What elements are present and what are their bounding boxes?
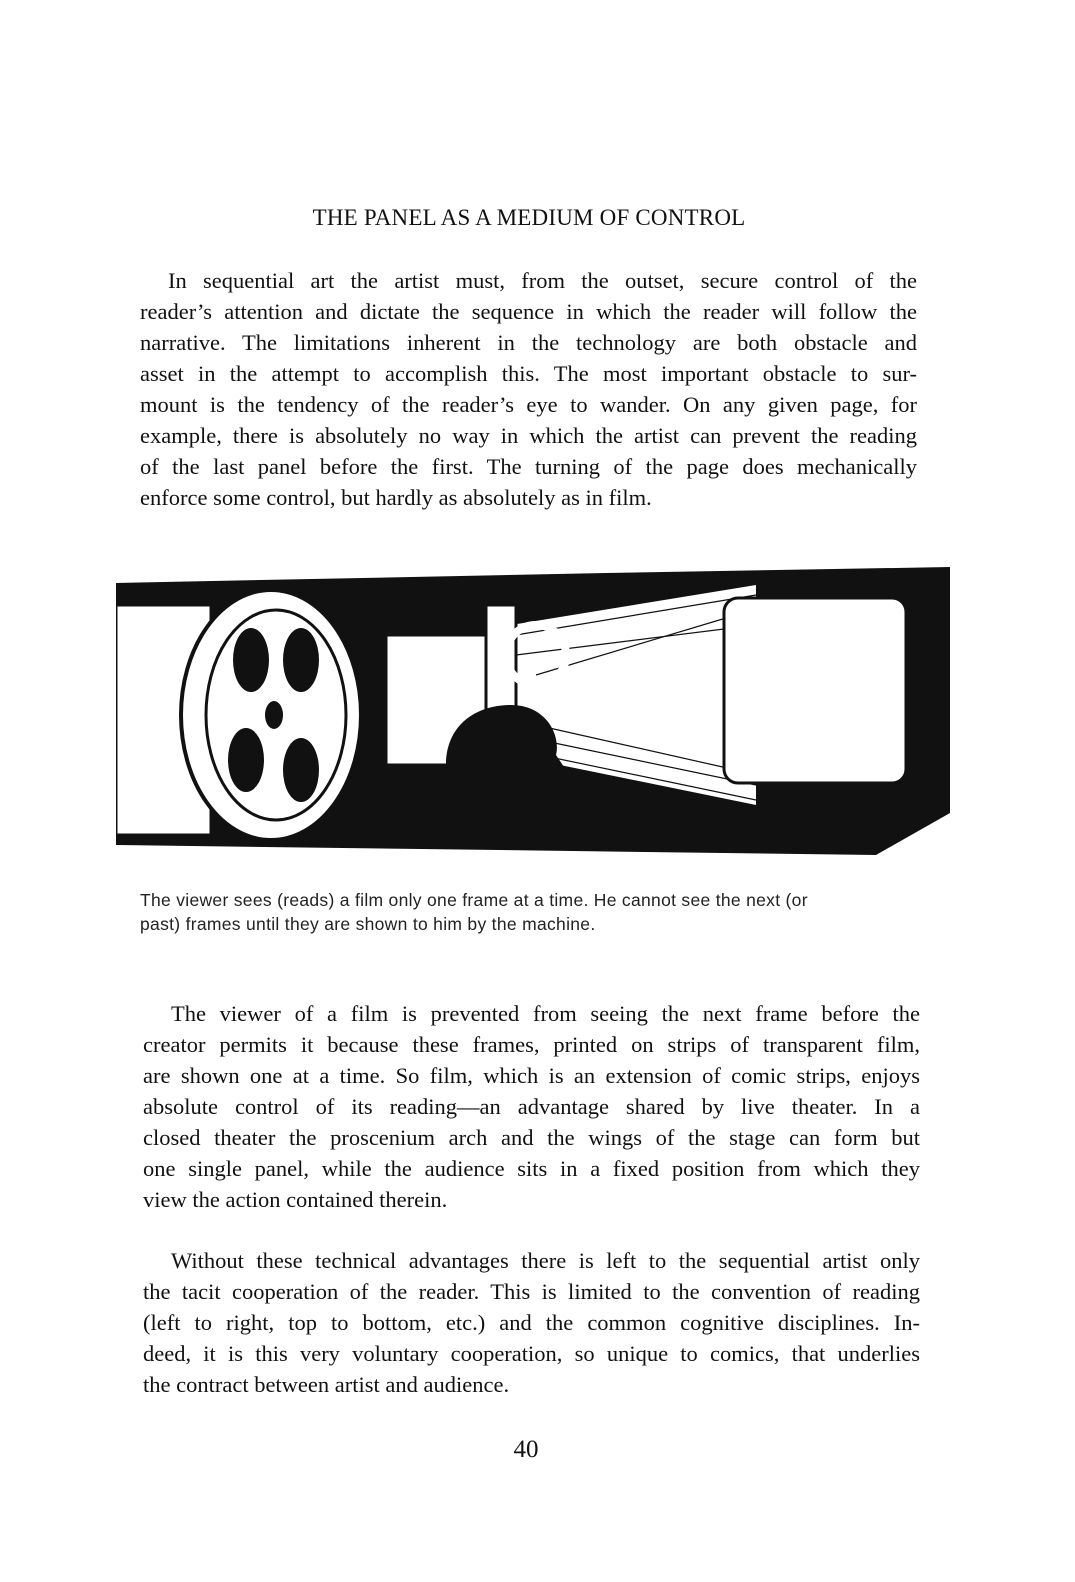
text-line: view the action contained therein. <box>143 1187 448 1212</box>
section-heading: THE PANEL AS A MEDIUM OF CONTROL <box>312 205 746 230</box>
text-line: of the last panel before the first. The turning of the page does mechanically <box>140 454 917 479</box>
paragraph-2 <box>143 998 920 1215</box>
text-line: (left to right, top to bottom, etc.) and the common cognitive disciplines. In- <box>143 1310 920 1335</box>
text-line: the tacit cooperation of the reader. This is limited to the convention of reading <box>143 1279 920 1304</box>
screen <box>724 598 906 783</box>
page-number: 40 <box>513 1436 539 1463</box>
figure-caption <box>140 888 920 936</box>
text-line: In sequential art the artist must, from the outset, secure control of the <box>168 268 917 293</box>
text-line: creator permits it because these frames, printed on strips of transparent film, <box>143 1032 920 1057</box>
text-line: asset in the attempt to accomplish this. The most important obstacle to sur- <box>140 361 917 386</box>
text-line: the contract between artist and audience. <box>143 1372 510 1397</box>
viewer-silhouette <box>446 705 564 825</box>
text-line: narrative. The limitations inherent in the technology are both obstacle and <box>140 330 917 355</box>
caption-line: past) frames until they are shown to him by the machine. <box>140 914 596 934</box>
text-line: are shown one at a time. So film, which is an extension of comic strips, enjoys <box>143 1063 920 1088</box>
paragraph-3 <box>143 1245 920 1400</box>
paragraph-1 <box>140 265 917 513</box>
text-line: absolute control of its reading—an advantage shared by live theater. In a <box>143 1094 920 1119</box>
caption-line: The viewer sees (reads) a film only one frame at a time. He cannot see the next (or <box>140 890 808 910</box>
text-line: deed, it is this very voluntary cooperation, so unique to comics, that underlies <box>143 1341 920 1366</box>
text-line: closed theater the proscenium arch and the wings of the stage can form but <box>143 1125 920 1150</box>
text-line: one single panel, while the audience sits in a fixed position from which they <box>143 1156 920 1181</box>
text-line: Without these technical advantages there is left to the sequential artist only <box>171 1248 920 1273</box>
film-projection-illustration <box>116 555 950 865</box>
text-line: enforce some control, but hardly as absolutely as in film. <box>140 485 652 510</box>
text-line: mount is the tendency of the reader’s eye to wander. On any given page, for <box>140 392 917 417</box>
text-line: The viewer of a film is prevented from seeing the next frame before the <box>171 1001 920 1026</box>
text-line: example, there is absolutely no way in which the artist can prevent the reading <box>140 423 917 448</box>
text-line: reader’s attention and dictate the sequence in which the reader will follow the <box>140 299 917 324</box>
film-reel-icon <box>181 590 361 840</box>
